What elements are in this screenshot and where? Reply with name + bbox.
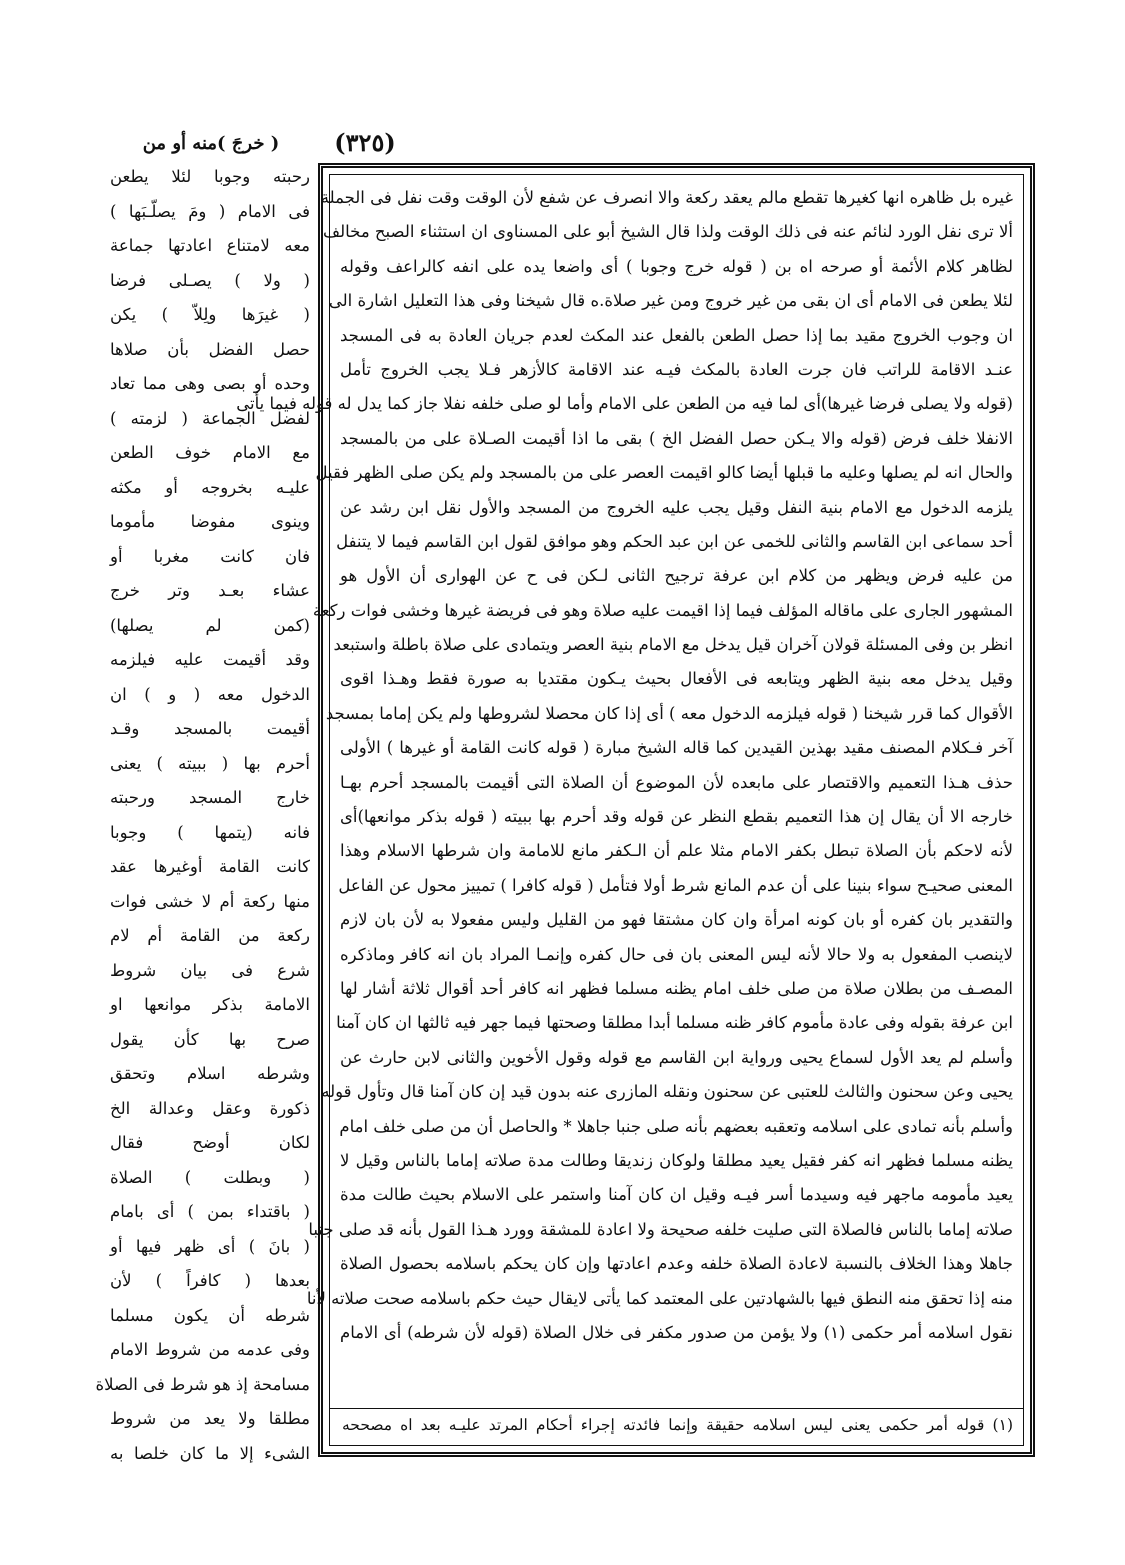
main-line: المعنى صحيـح سواء بنينا على أن عدم المانع شرط أولا فتأمل ( قوله كافرا ) تمييز محول عن الفاعل: [338, 875, 1013, 895]
main-line: آخر فـكلام المصنف مقيد بهذين القيدين كما قاله الشيخ مبارة ( قوله كانت القامة أو غيرها ) الأولى: [340, 738, 1013, 758]
side-line: وحده أو بصى وهى مما تعاد: [110, 374, 310, 393]
main-line: يعيد مأمومه ماجهر فيه وسيدما أسر فيـه وقيل ان كان آمنا واستمر على الاسلام بحيث طالت مدة: [340, 1185, 1013, 1205]
side-line: ( وبطلت ) الصلاة: [110, 1167, 310, 1187]
side-line: صرح بها كأن يقول: [110, 1029, 310, 1049]
main-line: لاينصب المفعول به ولا حالا لأنه ليس المعنى بان فى حال كفره وإنمـا المراد بان انه كافر وماذكره: [340, 944, 1013, 964]
main-line: من عليه فرض ويظهر من كلام ابن عرفة ترجيح الثانى لـكن فى ح عن الهوارى أن الأول هو: [340, 566, 1013, 586]
side-line: ( غيرَها ولِلاّ ) يكن: [110, 305, 310, 324]
main-line: المصـف من بطلان صلاة من صلى خلف امام يظنه مسلما فظهر انه كافر أحد أقوال ثلاثة أشار لها: [340, 978, 1013, 998]
side-line: مع الامام خوف الطعن: [110, 443, 310, 462]
side-line: عشاء بعـد وتر خرج: [110, 581, 310, 600]
main-line: غيره بل ظاهره انها كغيرها تقطع مالم يعقد ركعة والا انصرف عن شفع لأن الوقت وقت نفل فى الجملة: [320, 188, 1013, 207]
side-line: حصل الفضل بأن صلاها: [110, 339, 310, 359]
side-line: (كمن لم يصلها): [110, 615, 310, 635]
side-line: مسامحة إذ هو شرط فى الصلاة: [95, 1374, 310, 1394]
side-line: بعدها ( كافراً ) لأن: [110, 1271, 310, 1290]
main-line: صلاته إماما بالناس فالصلاة التى صليت خلفه صحيحة ولا اعادة للمشقة وورد هـذا القول بأنه قد صلى جنبا: [308, 1219, 1013, 1239]
main-line: أحد سماعى ابن القاسم والثانى للخمى عن ابن عبد الحكم وهو موافق لقول ابن القاسم فيما لا يتنفل: [336, 531, 1013, 551]
side-line: ( باقتداء بمن ) أى بامام: [110, 1202, 310, 1221]
side-line: ذكورة وعقل وعدالة الخ: [110, 1098, 310, 1118]
side-line: وشرطه اسلام وتحقق: [110, 1064, 310, 1083]
main-line: وأسلم بأنه تمادى على اسلامه وتعقبه بعضهم بأنه صلى جنبا جاهلا * والحاصل أن من صلى خلف امام: [339, 1116, 1013, 1136]
main-line: الانفلا خلف فرض (قوله والا يـكن حصل الفضل الخ ) بقى ما اذا أقيمت الصـلاة على من بالمسجد: [340, 428, 1013, 448]
side-line: أحرم بها ( ببيته ) يعنى: [110, 753, 310, 773]
main-line: وقيل يدخل معه بنية الظهر ويتابعه فى الأفعال بحيث يـكون مقتديا به صورة فقط وهـذا اقوى: [340, 669, 1013, 689]
side-line: وفى عدمه من شروط الامام: [110, 1340, 310, 1359]
main-line: ان وجوب الخروج مقيد بما إذا حصل الطعن بالفعل عند المكث لعدم جريان العادة به فى المسجد: [340, 325, 1013, 345]
main-line: يحيى وعن سحنون والثالث للعتبى عن سحنون ونقله المازرى عنه بدون قيد إن كان آمنا قال وتأول قوله: [321, 1082, 1013, 1102]
side-line: منها ركعة أم لا خشى فوات: [110, 891, 310, 911]
side-line: الشىء إلا ما كان خلصا به: [110, 1443, 310, 1463]
main-line: حذف هـذا التعميم والاقتصار على مابعده لأن الموضوع أن الصلاة التى أقيمت بالمسجد أحرم بهـا: [340, 772, 1013, 792]
side-line: فان كانت مغربا أو: [110, 546, 310, 566]
side-line: الامامة بذكر موانعها او: [110, 995, 310, 1014]
side-line: خارج المسجد ورحبته: [110, 788, 310, 807]
main-line: نقول اسلامه أمر حكمى (١) ولا يؤمن من صدور مكفر فى خلال الصلاة (قوله لأن شرطه) أى الامام: [340, 1322, 1013, 1342]
footnote-divider: [330, 1408, 1023, 1409]
side-line: ركعة من القامة أم لام: [110, 926, 310, 945]
main-line: لئلا يطعن فى الامام أى ان بقى من غير خروج ومن غير صلاة.ه قال شيخنا وفى هذا التعليل اشارة الى: [328, 291, 1013, 311]
main-line: يظنه مسلما فظهر انه كفر فقيل يعيد مطلقا ولوكان زنديقا وطالت مدة صلاته إماما بالناس وقيل لا: [340, 1150, 1013, 1170]
main-line: المشهور الجارى على ماقاله المؤلف فيما إذا اقيمت عليه صلاة وهو فى فريضة غيرها وخشى فوات ركعة: [312, 600, 1013, 620]
main-line: لأنه لاحكم بأن الصلاة تبطل بكفر الامام مثلا علم أن الـكفر مانع للامامة وان شرطها الاسلام وهذا: [340, 841, 1013, 861]
main-line: عنـد الاقامة للراتب فان جرت العادة بالمكث فيـه عند الاقامة كالأزهر فـلا يجب الخروج تأمل: [340, 359, 1013, 379]
side-line: شرع فى بيان شروط: [110, 960, 310, 980]
footnote: (١) قوله أمر حكمى يعنى ليس اسلامه حقيقة وإنما فائدته إجراء أحكام المرتد عليـه بعد اه مصححه: [342, 1416, 1013, 1434]
main-line: جاهلا وهذا الخلاف بالنسبة لاعادة الصلاة خلفه وعدم اعادتها وإن كان يحكم باسلامه بحصول الصلاة: [340, 1254, 1013, 1274]
side-line: الدخول معه ( و ) ان: [110, 684, 310, 704]
side-line: ( بانَ ) أى ظهر فيها أو: [110, 1236, 310, 1256]
side-line: ( ولا ) يصـلى فرضا: [110, 270, 310, 290]
main-line: والتقدير بان كفره أو بان كونه امرأة وان كان مشتقا فهو من القليل وليس مفعولا به لأن بان لازم: [340, 910, 1013, 930]
side-line: لفضل الجماعة ( لزمته ): [110, 408, 310, 428]
side-line: رحبته وجوبا لئلا يطعن: [110, 167, 310, 186]
side-line: أقيمت بالمسجد وقـد: [110, 719, 310, 738]
main-line: والحال انه لم يصلها وعليه ما قبلها أيضا كالو اقيمت العصر على من بالمسجد ولم يكن صلى الظهر فقيل: [315, 463, 1013, 483]
side-line: كانت القامة أوغيرها عقد: [110, 857, 310, 876]
main-line: ألا ترى نفل الورد لنائم عنه فى ذلك الوقت ولذا قال الشيخ أبو على المسناوى ان استثناء الصبح مخالف: [323, 222, 1013, 242]
main-line: ابن عرفة بقوله وفى عادة مأموم كافر ظنه مسلما أبدا مطلقا وصحتها فيما جهر فيه ثالثها ان كان آمنا: [336, 1013, 1013, 1033]
main-text-body: [236, 181, 1013, 1350]
side-line: لكان أوضح فقال: [110, 1133, 310, 1152]
side-line: فانه (يتمها ) وجوبا: [110, 822, 310, 842]
page-number: (٣٢٥): [334, 128, 396, 157]
side-line: وينوى مفوضا مأموما: [110, 512, 310, 531]
main-line: لظاهر كلام الأئمة أو صرحه اه بن ( قوله خرج وجوبا ) أى واضعا يده على انفه كالراعف وقوله: [340, 256, 1013, 276]
main-line: انظر بن وفى المسئلة قولان آخران قيل يدخل مع الامام بنية العصر ويتمادى على صلاة باطلة واستبعد: [333, 635, 1013, 655]
main-line: وأسلم لم يعد الأول لسماع يحيى ورواية ابن القاسم مع قوله وقول الأخوين والثانى لابن حارث عن: [340, 1047, 1013, 1067]
side-line: عليـه بخروجه أو مكثه: [110, 477, 310, 497]
main-text-frame: [236, 163, 1035, 1457]
main-line: يلزمه الدخول مع الامام بنية النفل وقيل يجب عليه الخروج من المسجد والأول نقل ابن رشد عن: [340, 497, 1013, 517]
main-line: الأقوال كما قرر شيخنا ( قوله فيلزمه الدخول معه ) أى إذا كان محصلا لشروطها ولم يكن إماما بمسجد: [325, 703, 1013, 723]
side-line: فى الامام ( ومَ يصلّـبَها ): [110, 201, 310, 221]
main-line: خارجه الا أن يقال إن هذا التعميم بقطع النظر عن قوله وقد أحرم بها ببيته ( قوله بذكر موانعها)أى: [340, 807, 1013, 827]
side-line: معه لامتناع اعادتها جماعة: [110, 236, 310, 255]
main-text-inner-border: [236, 174, 1024, 1446]
side-column-text: [95, 160, 310, 1520]
main-line: منه إذا تحقق منه النطق فيها بالشهادتين على المعتمد كما يأتى لايقال حيث حكم باسلامه صحت صلاته لأنا: [306, 1288, 1013, 1308]
main-line: (قوله ولا يصلى فرضا غيرها)أى لما فيه من الطعن على الامام وأما لو صلى خلفه نفلا جاز كما يدل له قوله فيما يأتى: [236, 394, 1013, 414]
side-line: مطلقا ولا يعد من شروط: [110, 1409, 310, 1428]
side-line: شرطه أن يكون مسلما: [110, 1305, 310, 1325]
side-column-heading: ( خرجَ )منه أو من: [142, 133, 280, 154]
side-line: وقد أقيمت عليه فيلزمه: [110, 650, 310, 669]
